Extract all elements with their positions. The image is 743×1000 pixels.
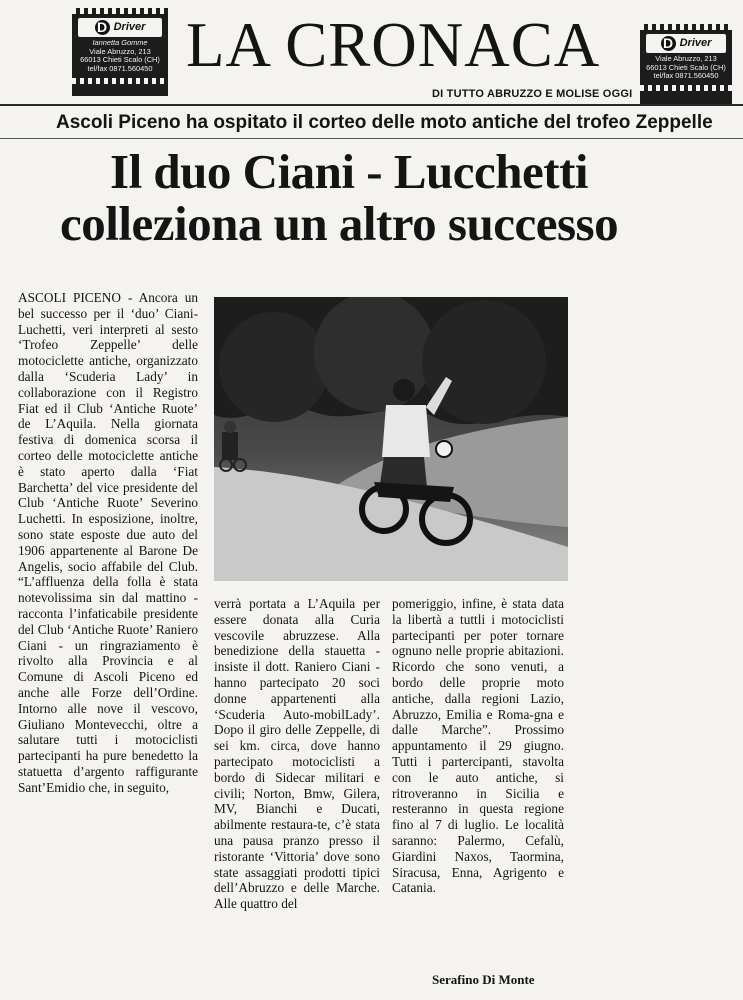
ad-line: 66013 Chieti Scalo (CH) [80,55,160,65]
ad-box-left [72,8,168,96]
driver-logo [646,34,726,53]
article-column-2: verrà portata a L’Aquila per essere donata alla Curia vescovile abruzzese. Alla benedizione della stauetta - insiste il dott. Raniero Ciani - hanno partecipato 20 soci donne appartenenti alla ‘Scuderia Auto-mobilLady’. Dopo il giro delle Zeppelle, di sei km. circa, dove hanno partecipato motociclisti a bordo di Sidecar militari e civili; Norton, Bmw, Gilera, MV, Bianchi e Ducati, abilmente restaura-te, c’è stata una pausa pranzo presso il ristorante ‘Vittoria’ dove sono state assaggiati prodotti tipici dell’Abruzzo e delle Marche. Alle quattro del [214,596,380,912]
headline-line-2: colleziona un altro successo [60,196,619,251]
film-strip-bottom [640,85,732,91]
kicker-rule [0,138,743,139]
ad-line: Viale Abruzzo, 213 [655,54,717,63]
ad-line: tel/fax 0871.560450 [87,64,153,74]
ad-brand: Driver [113,21,146,34]
article-headline [60,146,743,250]
ad-line: 66013 Chieti Scalo (CH) [646,62,726,72]
masthead-tagline: DI TUTTO ABRUZZO E MOLISE OGGI [432,88,633,100]
article-kicker: Ascoli Piceno ha ospitato il corteo delle moto antiche del trofeo Zeppelle [56,112,713,133]
article-column-1: ASCOLI PICENO - Ancora un bel successo per il ‘duo’ Ciani-Luchetti, veri interpreti al sesto ‘Trofeo Zeppelle’ delle motociclette antiche, organizzato dalla ‘Scuderia Lady’ in collaborazione con il Registro Fiat ed il Club ‘Antiche Ruote’ de L’Aquila. Nella giornata festiva di domenica scorsa il corteo delle motociclette antiche è stato aperto dalla ‘Fiat Barchetta’ del vice presidente del Club ‘Antiche Ruote’ Severino Luchetti. In esposizione, inoltre, sono state esposte due auto del 1906 appartenente al Barone De Angelis, socio affabile del Club. “L’affluenza della folla è stata notevolissima sin dal mattino - racconta l’infaticabile presidente del Club ‘Antiche Ruote’ Raniero Ciani - un ringraziamento è rivolto alla Provincia e al Comune di Ascoli Piceno ed anche alle Forze dell’Ordine. Intorno alle nove il vescovo, Giuliano Montevecchi, oltre a salutare tutti i motociclisti partecipanti ha pure benedetto la statuetta d’argento raffigurante Sant’Emidio che, in seguito, [18,290,198,795]
ad-box-right [640,24,732,104]
ad-line: Iannetta Gomme [92,38,148,47]
ad-line: Viale Abruzzo, 213 [89,46,151,56]
driver-logo-icon: D [661,36,676,51]
ad-brand: Driver [679,37,712,50]
driver-logo [78,18,162,37]
article-photo [214,297,568,581]
masthead-title: LA CRONACA [186,10,601,80]
film-strip-bottom [72,78,168,84]
article-column-3: pomeriggio, infine, è stata data la libertà a tuttli i motociclisti partecipanti per poter tornare ognuno nelle proprie abitazioni. Ricordo che sono venuti, a bordo delle proprie moto antiche, dalla regioni Lazio, Abruzzo, Emilia e Roma-gna e dalle Marche”. Prossimo appuntamento il 29 giugno. Tutti i partercipanti, stavolta con le auto antiche, si ritroveranno in Sicilia e resteranno in questa regione fino al 7 di luglio. Le località saranno: Palermo, Cefalù, Giardini Naxos, Taormina, Siracusa, Enna, Agrigento e Catania. [392,596,564,896]
motorcyclist-photo [214,297,568,581]
film-strip-top [640,24,732,30]
ad-line: tel/fax 0871.560450 [653,71,719,81]
article-byline: Serafino Di Monte [432,972,535,987]
masthead-rule [0,104,743,106]
driver-logo-icon: D [95,20,110,35]
film-strip-top [72,8,168,14]
headline-line-1: Il duo Ciani - Lucchetti [110,144,589,199]
